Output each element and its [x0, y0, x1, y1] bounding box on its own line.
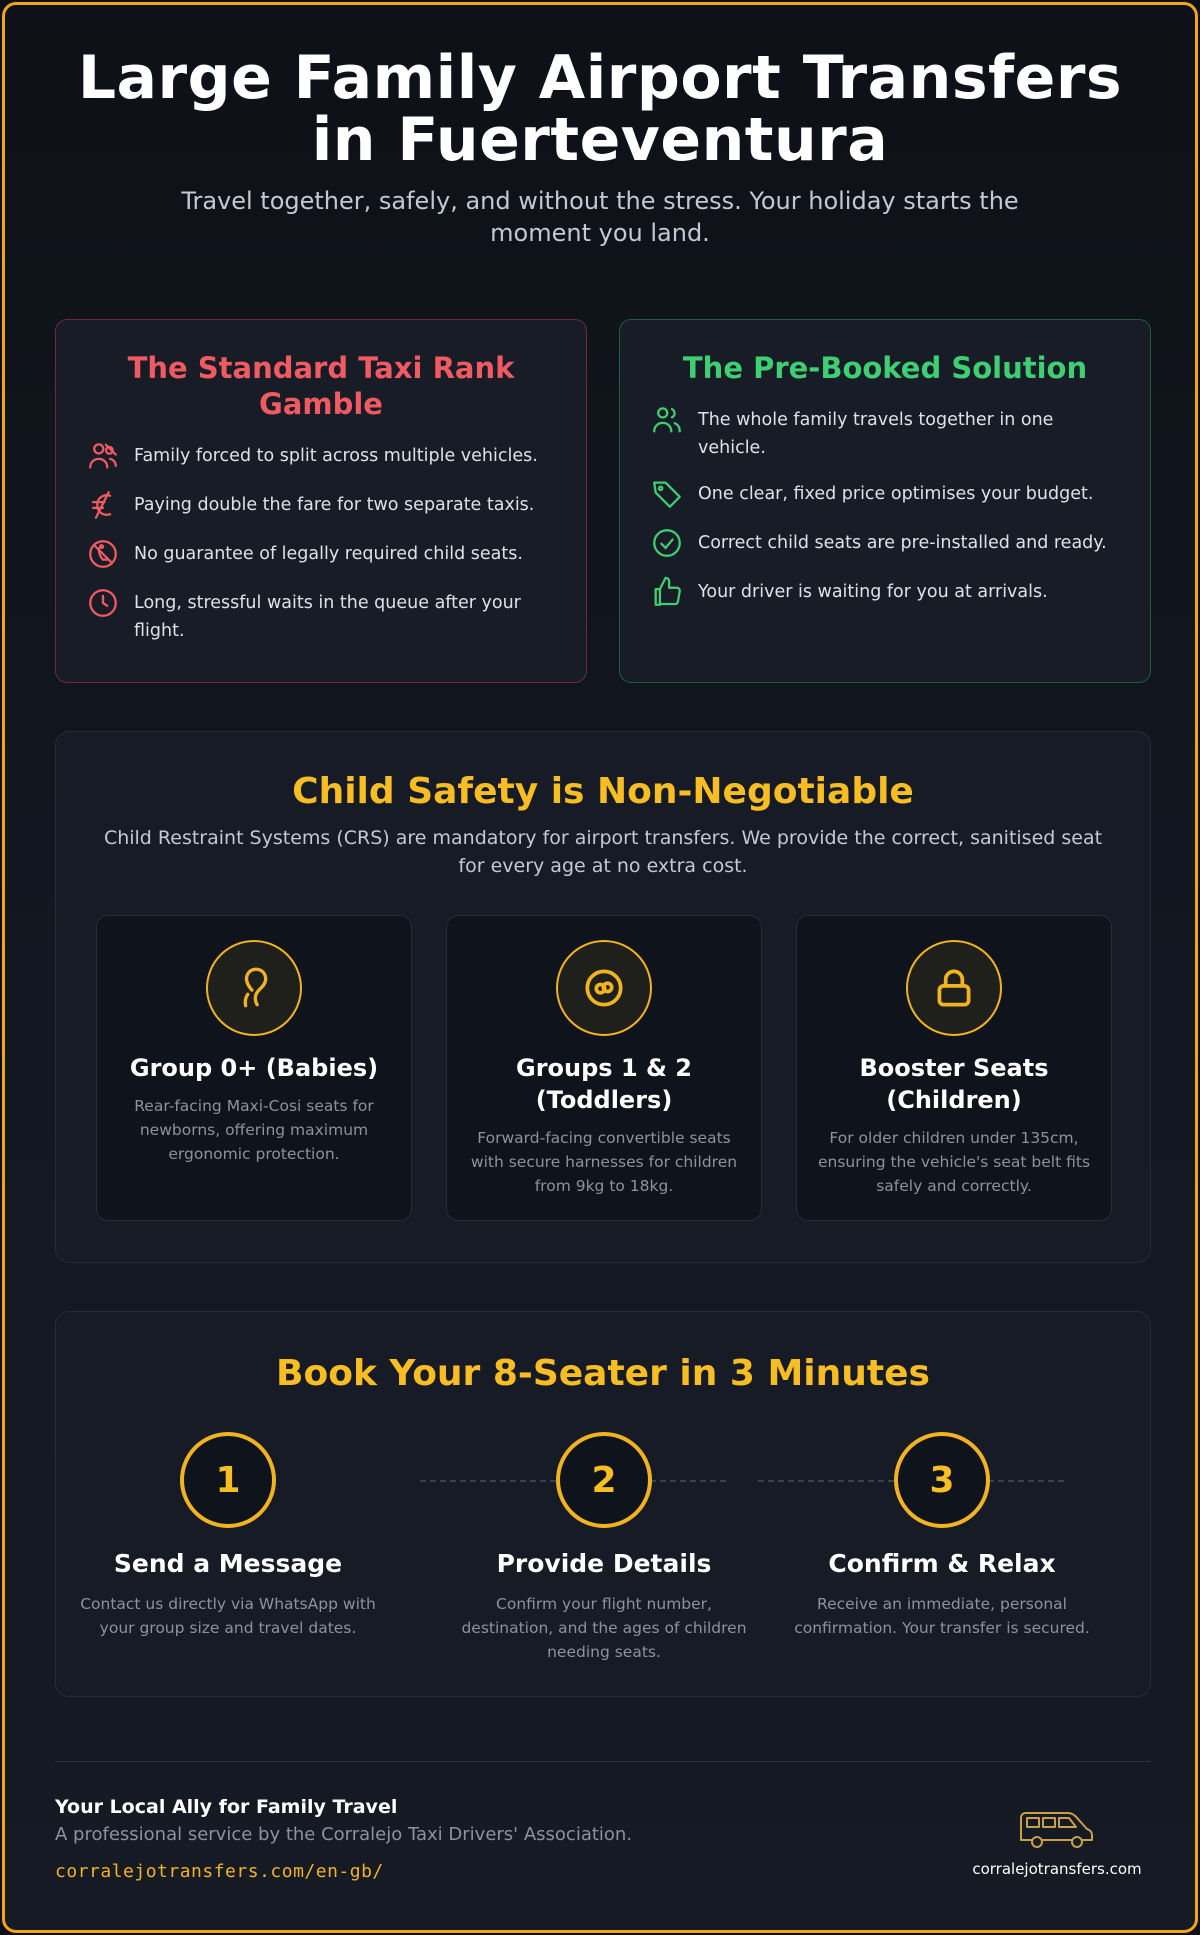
list-item: Your driver is waiting for you at arrivals. [650, 578, 1120, 609]
hero [5, 5, 1195, 249]
check-circle-icon [650, 526, 684, 560]
child-safety-section [55, 731, 1151, 1263]
child-safety-title: Child Safety is Non-Negotiable [292, 771, 914, 812]
taxi-rank-card [55, 319, 587, 683]
step-title: Confirm & Relax [828, 1549, 1056, 1578]
footer-subline: A professional service by the Corralejo Taxi Drivers' Association. [55, 1824, 633, 1845]
problem-list [86, 442, 556, 645]
split-users-icon [86, 439, 120, 473]
page-title: Large Family Airport Transfers in Fuerteventura [77, 43, 1123, 175]
brand-logo [967, 1806, 1147, 1878]
seat-card-booster [796, 915, 1112, 1221]
list-item: One clear, fixed price optimises your budget. [650, 480, 1120, 511]
step-3 [782, 1432, 1102, 1640]
step-description: Contact us directly via WhatsApp with your group size and travel dates. [80, 1595, 376, 1637]
brand-name: corralejotransfers.com [972, 1860, 1142, 1878]
pre-booked-title: The Pre-Booked Solution [682, 351, 1088, 385]
step-1 [68, 1432, 388, 1640]
pre-booked-card [619, 319, 1151, 683]
footer [55, 1761, 1151, 1882]
lock-icon [906, 940, 1002, 1036]
seat-description: For older children under 135cm, ensuring the vehicle's seat belt fits safely and correctly. [817, 1129, 1091, 1195]
seat-card-toddlers [446, 915, 762, 1221]
no-seat-icon [86, 537, 120, 571]
minivan-icon [1017, 1806, 1097, 1852]
list-item: The whole family travels together in one vehicle. [650, 406, 1120, 462]
step-title: Provide Details [496, 1549, 712, 1578]
step-2 [444, 1432, 764, 1664]
solution-list [650, 406, 1120, 609]
users-icon [650, 403, 684, 437]
list-item: Long, stressful waits in the queue after your flight. [86, 589, 556, 645]
booking-section [55, 1311, 1151, 1697]
list-item: Correct child seats are pre-installed and ready. [650, 529, 1120, 560]
infographic-frame [2, 2, 1198, 1933]
list-item: Family forced to split across multiple vehicles. [86, 442, 556, 473]
comparison-section [55, 319, 1151, 683]
tag-icon [650, 477, 684, 511]
step-description: Confirm your flight number, destination, and the ages of children needing seats. [461, 1595, 747, 1661]
seat-title: Booster Seats (Children) [859, 1054, 1049, 1114]
clock-icon [86, 586, 120, 620]
list-item: Paying double the fare for two separate taxis. [86, 491, 556, 522]
step-number: 1 [180, 1432, 276, 1528]
list-item: No guarantee of legally required child seats. [86, 540, 556, 571]
seat-description: Forward-facing convertible seats with secure harnesses for children from 9kg to 18kg. [470, 1129, 738, 1195]
toddler-icon [556, 940, 652, 1036]
seat-title: Groups 1 & 2 (Toddlers) [516, 1054, 692, 1114]
step-description: Receive an immediate, personal confirmation. Your transfer is secured. [794, 1595, 1090, 1637]
taxi-rank-title: The Standard Taxi Rank Gamble [127, 351, 515, 421]
page-subtitle: Travel together, safely, and without the stress. Your holiday starts the moment you land. [181, 187, 1019, 247]
seat-card-babies [96, 915, 412, 1221]
child-safety-lead: Child Restraint Systems (CRS) are mandatory for airport transfers. We provide the correct, sanitised seat for every age at no extra cost. [103, 827, 1103, 877]
seat-title: Group 0+ (Babies) [129, 1054, 379, 1082]
booking-title: Book Your 8-Seater in 3 Minutes [276, 1353, 930, 1394]
website-link[interactable]: corralejotransfers.com/en-gb/ [55, 1861, 384, 1882]
step-number: 3 [894, 1432, 990, 1528]
footer-tagline: Your Local Ally for Family Travel [55, 1796, 398, 1818]
seat-description: Rear-facing Maxi-Cosi seats for newborns, offering maximum ergonomic protection. [134, 1097, 374, 1163]
step-number: 2 [556, 1432, 652, 1528]
thumbs-up-icon [650, 575, 684, 609]
baby-icon [206, 940, 302, 1036]
crossed-euro-icon [86, 488, 120, 522]
step-title: Send a Message [113, 1549, 343, 1578]
